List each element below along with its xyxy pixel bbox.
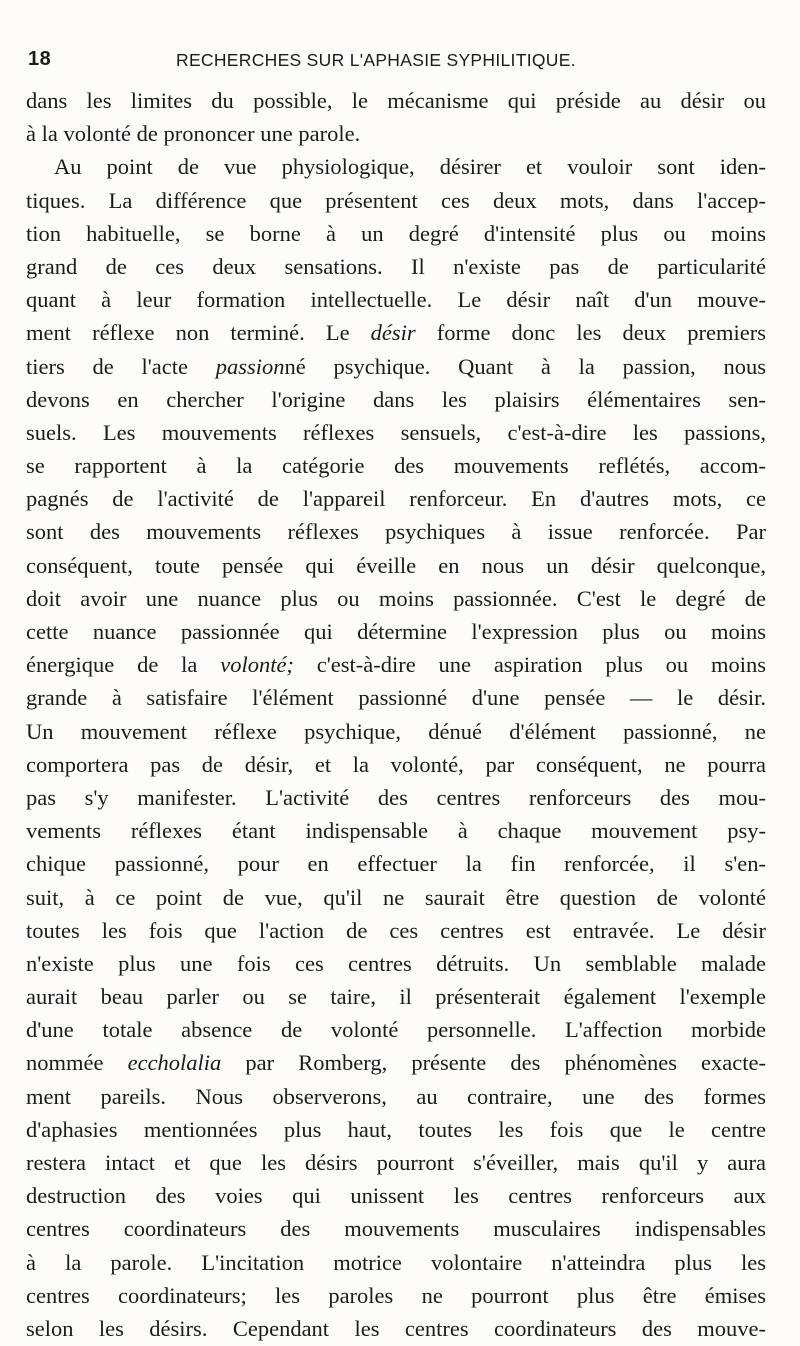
body-text <box>26 84 766 1345</box>
text-line: toutes les fois que l'action de ces centres est entravée. Le désir <box>26 917 766 943</box>
text-line: aurait beau parler ou se taire, il présenterait également l'exemple <box>26 984 766 1010</box>
text-line: destruction des voies qui unissent les centres renforceurs aux <box>26 1183 766 1209</box>
italic-term: passion <box>215 353 285 379</box>
book-page <box>26 40 766 1345</box>
text-line: grand de ces deux sensations. Il n'existe pas de particularité <box>26 253 766 279</box>
text-line: Un mouvement réflexe psychique, dénué d'élément passionné, ne <box>26 718 766 744</box>
text-line: sont des mouvements réflexes psychiques à issue renforcée. Par <box>26 519 766 545</box>
italic-term: volonté; <box>220 652 294 678</box>
running-title: RECHERCHES SUR L'APHASIE SYPHILITIQUE. <box>176 50 576 70</box>
text-line: à la parole. L'incitation motrice volontaire n'atteindra plus les <box>26 1249 766 1275</box>
text-line: grande à satisfaire l'élément passionné d'une pensée — le désir. <box>26 685 766 711</box>
text-line: restera intact et que les désirs pourront s'éveiller, mais qu'il y aura <box>26 1150 766 1175</box>
text-line: dans les limites du possible, le mécanisme qui préside au désir ou <box>26 88 766 113</box>
text-line: doit avoir une nuance plus ou moins passionnée. C'est le degré de <box>26 585 766 611</box>
text-line: centres coordinateurs; les paroles ne pourront plus être émises <box>26 1282 766 1308</box>
text-line: ment pareils. Nous observerons, au contraire, une des formes <box>26 1083 766 1109</box>
text-line: pagnés de l'activité de l'appareil renforceur. En d'autres mots, ce <box>26 486 766 512</box>
text-line: énergique de la volonté; c'est-à-dire une aspiration plus ou moins <box>26 652 766 678</box>
text-line: ment réflexe non terminé. Le désir forme donc les deux premiers <box>26 320 766 346</box>
text-line: nommée eccholalia par Romberg, présente des phénomènes exacte- <box>26 1050 767 1076</box>
text-line: tiers de l'acte passionné psychique. Quant à la passion, nous <box>26 353 766 379</box>
text-line: tiques. La différence que présentent ces deux mots, dans l'accep- <box>26 187 766 213</box>
text-line: cette nuance passionnée qui détermine l'expression plus ou moins <box>26 619 766 644</box>
text-line: Au point de vue physiologique, désirer et vouloir sont iden- <box>54 154 766 180</box>
text-line: comportera pas de désir, et la volonté, par conséquent, ne pourra <box>26 751 766 777</box>
text-line: chique passionné, pour en effectuer la fin renforcée, il s'en- <box>26 851 766 877</box>
text-line: à la volonté de prononcer une parole. <box>26 121 361 147</box>
text-line: quant à leur formation intellectuelle. Le désir naît d'un mouve- <box>26 287 766 313</box>
text-line: d'aphasies mentionnées plus haut, toutes les fois que le centre <box>26 1116 766 1142</box>
page-number: 18 <box>28 48 52 70</box>
text-line: suels. Les mouvements réflexes sensuels, c'est-à-dire les passions, <box>26 419 766 445</box>
text-line: se rapportent à la catégorie des mouvements reflétés, accom- <box>26 453 766 479</box>
text-line: vements réflexes étant indispensable à chaque mouvement psy- <box>26 818 766 844</box>
text-line: d'une totale absence de volonté personnelle. L'affection morbide <box>26 1017 766 1043</box>
italic-term: désir <box>370 320 416 346</box>
running-head <box>26 40 766 74</box>
text-line: conséquent, toute pensée qui éveille en nous un désir quelconque, <box>26 552 766 578</box>
text-line: centres coordinateurs des mouvements musculaires indispensables <box>26 1216 766 1242</box>
text-line: pas s'y manifester. L'activité des centres renforceurs des mou- <box>26 784 766 810</box>
text-line: selon les désirs. Cependant les centres coordinateurs des mouve- <box>26 1315 766 1341</box>
text-line: n'existe plus une fois ces centres détruits. Un semblable malade <box>26 950 766 976</box>
text-line: devons en chercher l'origine dans les plaisirs élémentaires sen- <box>26 386 766 412</box>
text-line: suit, à ce point de vue, qu'il ne saurait être question de volonté <box>26 884 766 910</box>
text-line: tion habituelle, se borne à un degré d'intensité plus ou moins <box>26 220 766 246</box>
italic-term: eccholalia <box>127 1050 222 1076</box>
